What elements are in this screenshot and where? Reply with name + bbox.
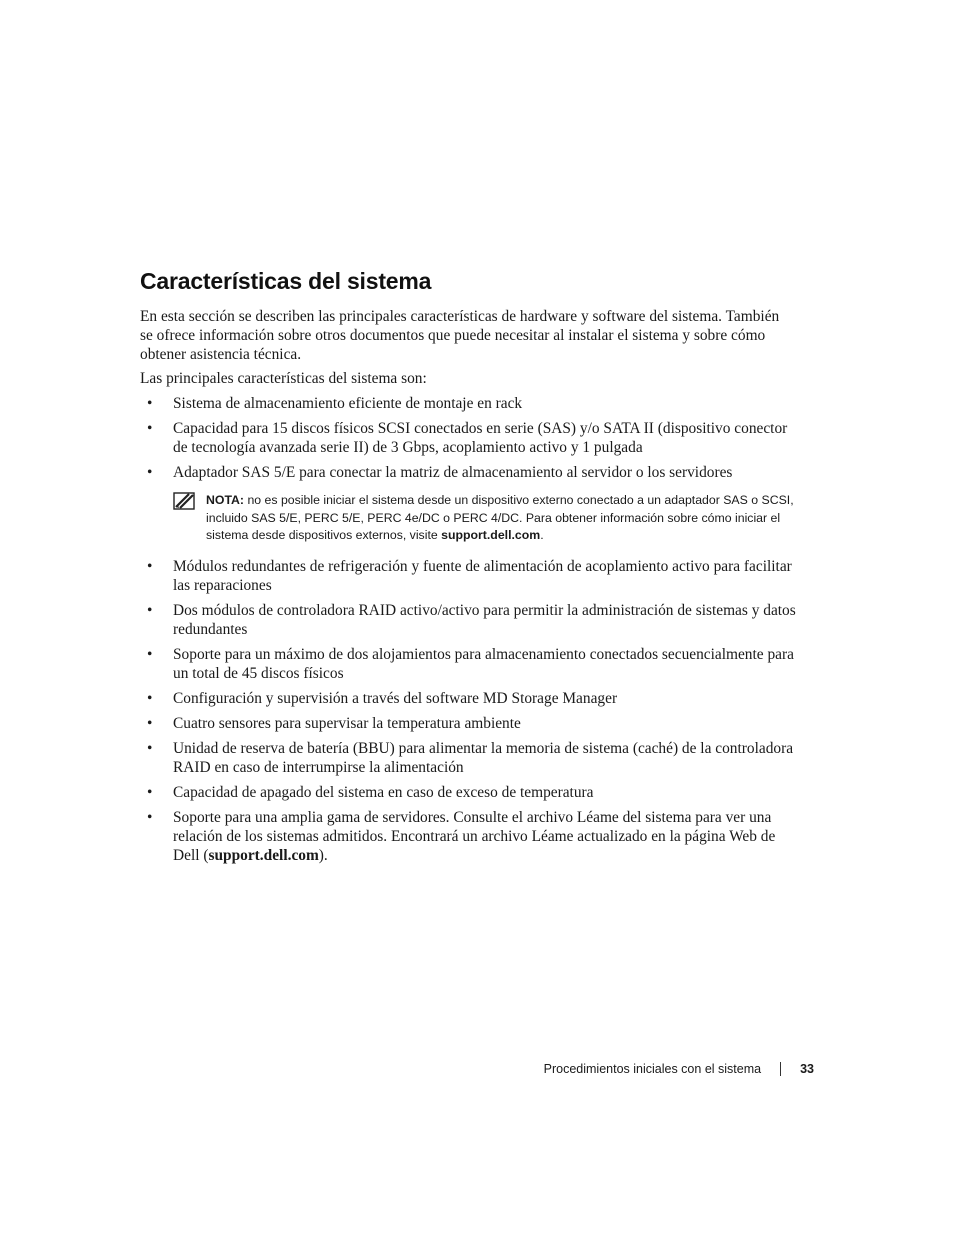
section-title: Características del sistema [140, 268, 432, 294]
bullet: • [147, 420, 153, 437]
list-item: • Adaptador SAS 5/E para conectar la matriz de almacenamiento al servidor o los servidores [147, 464, 733, 481]
list-item: • Sistema de almacenamiento eficiente de montaje en rack [147, 395, 523, 412]
note-container [140, 492, 800, 545]
bullet: • [147, 714, 153, 732]
note-box: NOTA: no es posible iniciar el sistema desde un dispositivo externo conectado a un adaptador SAS o SCSI, incluido SAS 5/E, PERC 5/E, PERC 4e/DC o PERC 4/DC. Para obtener información sobre cómo iniciar el sistema desde dispositivos externos, visite support.dell.com. [173, 492, 796, 545]
footer-section-title: Procedimientos iniciales con el sistema [543, 1062, 762, 1076]
list-item: • Configuración y supervisión a través del software MD Storage Manager [147, 689, 618, 707]
note-text: no es posible iniciar el sistema desde un dispositivo externo conectado a un adaptador SAS o SCSI, incluido SAS 5/E, PERC 5/E, PERC 4e/DC o PERC 4/DC. Para obtener información sobre cómo iniciar el sistema desde dispositivos externos, visite [206, 493, 794, 542]
bullet: • [147, 739, 153, 757]
list-item: • Capacidad de apagado del sistema en caso de exceso de temperatura [147, 783, 594, 801]
list-item: • Soporte para un máximo de dos alojamientos para almacenamiento conectados secuencialmente para un total de 45 discos físicos [147, 645, 794, 682]
bullet: • [147, 783, 153, 801]
footer-divider [780, 1062, 781, 1076]
features-list [140, 394, 800, 871]
list-item: • Cuatro sensores para supervisar la temperatura ambiente [147, 714, 521, 732]
page-number: 33 [800, 1062, 814, 1076]
note-label: NOTA: [206, 493, 245, 507]
list-item: • Módulos redundantes de refrigeración y fuente de alimentación de acoplamiento activo para facilitar las reparaciones [147, 557, 792, 594]
list-item: • Soporte para una amplia gama de servidores. Consulte el archivo Léame del sistema para ver una relación de los sistemas admitidos. Encontrará un archivo Léame actualizado en la página Web de Dell (support.dell.com). [147, 808, 776, 864]
features-lead-in: Las principales características del sistema son: [140, 370, 427, 387]
bullet: • [147, 808, 153, 826]
bullet: • [147, 645, 153, 663]
bullet: • [147, 464, 153, 481]
note-pencil-icon [173, 492, 195, 510]
page-footer [544, 1062, 814, 1076]
list-item: • Dos módulos de controladora RAID activo/activo para permitir la administración de sistemas y datos redundantes [147, 601, 796, 638]
list-item: • Unidad de reserva de batería (BBU) para alimentar la memoria de sistema (caché) de la controladora RAID en caso de interrumpirse la alimentación [147, 739, 794, 776]
bullet: • [147, 601, 153, 619]
note-link-support[interactable]: support.dell.com [441, 528, 541, 542]
list-item: • Capacidad para 15 discos físicos SCSI conectados en serie (SAS) y/o SATA II (dispositivo conector de tecnología avanzada serie II) de 3 Gbps, acoplamiento activo y 1 pulgada [147, 420, 788, 456]
bullet: • [147, 557, 153, 575]
intro-paragraph: En esta sección se describen las principales características de hardware y software del sistema. También se ofrece información sobre otros documentos que puede necesitar al instalar el sistema y sobre cómo obtener asistencia técnica. [140, 308, 780, 363]
bullet: • [147, 689, 153, 707]
support-link[interactable]: support.dell.com [208, 846, 319, 864]
bullet: • [147, 395, 153, 412]
